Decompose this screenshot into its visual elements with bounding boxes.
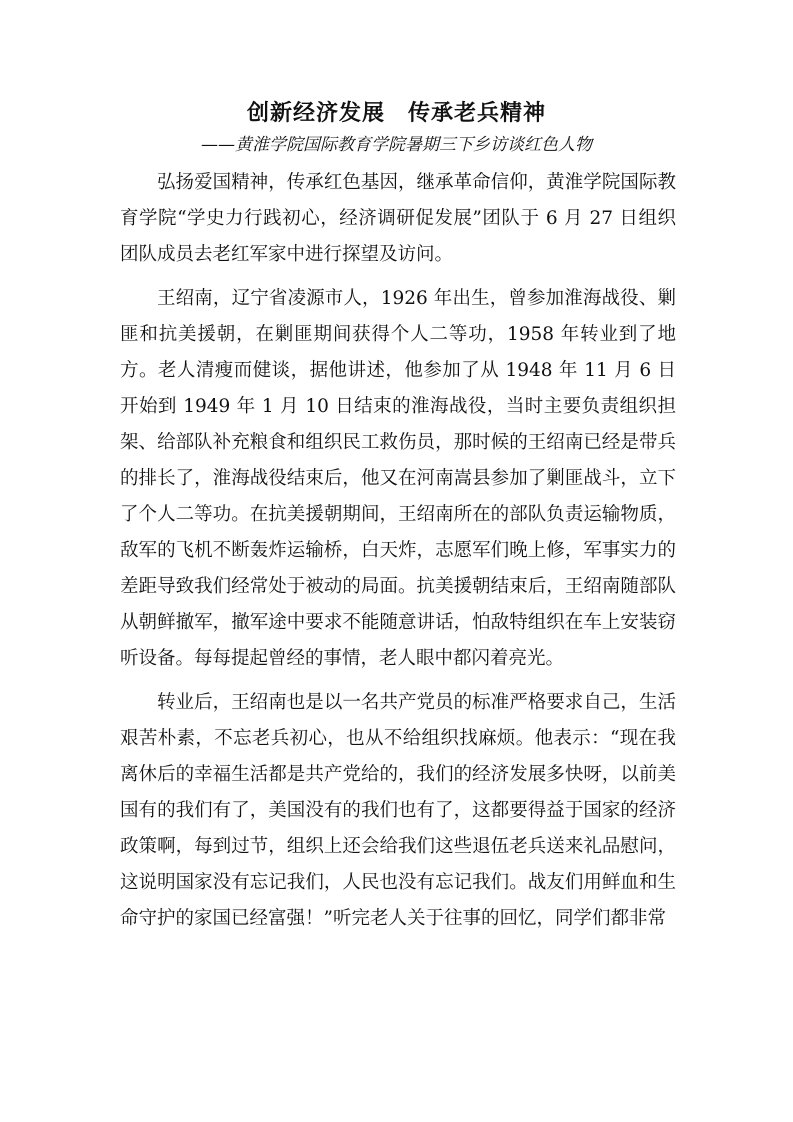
paragraph-3: 转业后，王绍南也是以一名共产党员的标准严格要求自己，生活艰苦朴素，不忘老兵初心，也从不给组织找麻烦。他表示：“现在我离休后的幸福生活都是共产党给的，我们的经济发展多快呀，以前美国有的我们有了，美国没有的我们也有了，这都要得益于国家的经济政策啊，每到过节，组织上还会给我们这些退伍老兵送来礼品慰问，这说明国家没有忘记我们，人民也没有忘记我们。战友们用鲜血和生命守护的家国已经富强！”听完老人关于往事的回忆，同学们都非常 <box>120 692 676 929</box>
document-body <box>120 165 676 945</box>
document-subtitle: ——黄淮学院国际教育学院暑期三下乡访谈红色人物 <box>201 135 592 155</box>
paragraph-2: 王绍南，辽宁省凌源市人，1926 年出生，曾参加淮海战役、剿匪和抗美援朝，在剿匪期间获得个人二等功，1958 年转业到了地方。老人清瘦而健谈，据他讲述，他参加了从 1948 年 11 月 6 日开始到 1949 年 1 月 10 日结束的淮海战役，当时主要负责组织担架、给部队补充粮食和组织民工救伤员，那时候的王绍南已经是带兵的排长了，淮海战役结束后，他又在河南嵩县参加了剿匪战斗，立下了个人二等功。在抗美援朝期间，王绍南所在的部队负责运输物质，敌军的飞机不断轰炸运输桥，白天炸，志愿军们晚上修，军事实力的差距导致我们经常处于被动的局面。抗美援朝结束后，王绍南随部队从朝鲜撤军，撤军途中要求不能随意讲话，怕敌特组织在车上安装窃听设备。每每提起曾经的事情，老人眼中都闪着亮光。 <box>120 288 676 669</box>
paragraph-1: 弘扬爱国精神，传承红色基因，继承革命信仰，黄淮学院国际教育学院“学史力行践初心，经济调研促发展”团队于 6 月 27 日组织团队成员去老红军家中进行探望及访问。 <box>120 172 676 265</box>
document-title: 创新经济发展 传承老兵精神 <box>246 100 546 126</box>
